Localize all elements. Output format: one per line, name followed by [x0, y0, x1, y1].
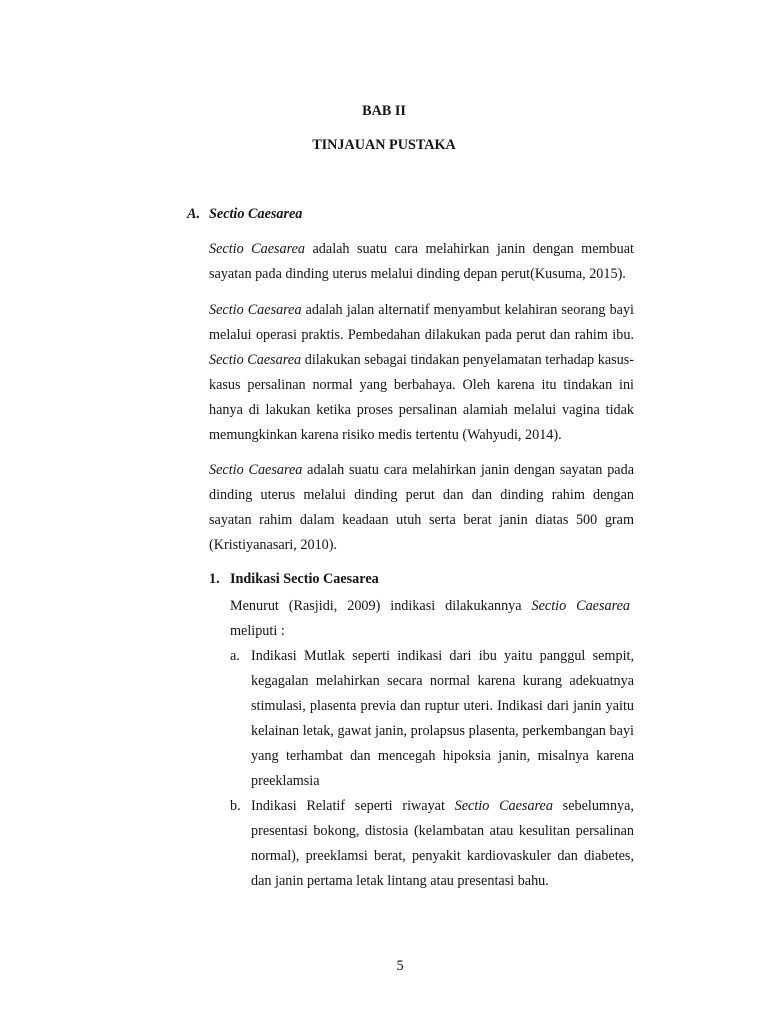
section-a-title: Sectio Caesarea [209, 206, 303, 222]
paragraph-3-line-2: dinding uterus melalui dinding perut dan dan dinding rahim dengan [209, 487, 634, 503]
paragraph-1-line-2: sayatan pada dinding uterus melalui dinding depan perut(Kusuma, 2015). [209, 266, 626, 282]
paragraph-2-line-6: memungkinkan karena risiko medis tertentu (Wahyudi, 2014). [209, 427, 562, 443]
paragraph-1-line-1: Sectio Caesarea adalah suatu cara melahirkan janin dengan membuat [209, 241, 634, 257]
list-item-b-line-3: normal), preeklamsi berat, penyakit kardiovaskuler dan diabetes, [251, 848, 634, 864]
chapter-title: TINJAUAN PUSTAKA [312, 137, 456, 153]
subsection-1-intro-line-1: Menurut (Rasjidi, 2009) indikasi dilakukannya Sectio Caesarea [230, 598, 630, 614]
list-item-b-line-4: dan janin pertama letak lintang atau presentasi bahu. [251, 873, 549, 889]
subsection-1-intro-line-2: meliputi : [230, 623, 285, 639]
list-item-a-marker: a. [230, 648, 240, 664]
chapter-number: BAB II [362, 103, 406, 119]
paragraph-3-line-4: (Kristiyanasari, 2010). [209, 537, 338, 553]
page-number: 5 [396, 958, 404, 974]
subsection-1-marker: 1. [209, 571, 220, 587]
list-item-a-line-1: Indikasi Mutlak seperti indikasi dari ibu yaitu panggul sempit, [251, 648, 634, 664]
paragraph-3-line-3: sayatan rahim dalam keadaan utuh serta berat janin diatas 500 gram [209, 512, 634, 528]
list-item-b-line-2: presentasi bokong, distosia (kelambatan atau kesulitan persalinan [251, 823, 634, 839]
list-item-b-line-1: Indikasi Relatif seperti riwayat Sectio Caesarea sebelumnya, [251, 798, 634, 814]
list-item-a-line-2: kegagalan melahirkan secara normal karena kurang adekuatnya [251, 673, 634, 689]
paragraph-2-line-1: Sectio Caesarea adalah jalan alternatif menyambut kelahiran seorang bayi [209, 302, 634, 318]
subsection-1-title: Indikasi Sectio Caesarea [230, 571, 379, 587]
paragraph-3-line-1: Sectio Caesarea adalah suatu cara melahirkan janin dengan sayatan pada [209, 462, 634, 478]
list-item-a-line-3: stimulasi, plasenta previa dan ruptur uteri. Indikasi dari janin yaitu [251, 698, 634, 714]
section-a-marker: A. [187, 206, 201, 222]
list-item-a-line-5: yang terhambat dan mencegah hipoksia janin, misalnya karena [251, 748, 634, 764]
paragraph-2-line-5: hanya di lakukan ketika proses persalinan alamiah melalui vagina tidak [209, 402, 634, 418]
list-item-a-line-6: preeklamsia [251, 773, 320, 789]
paragraph-2-line-2: melalui operasi praktis. Pembedahan dilakukan pada perut dan rahim ibu. [209, 327, 634, 343]
list-item-b-marker: b. [230, 798, 241, 814]
paragraph-2-line-4: kasus persalinan normal yang berbahaya. Oleh karena itu tindakan ini [209, 377, 634, 393]
paragraph-2-line-3: Sectio Caesarea dilakukan sebagai tindakan penyelamatan terhadap kasus- [209, 352, 634, 368]
list-item-a-line-4: kelainan letak, gawat janin, prolapsus plasenta, perkembangan bayi [251, 723, 634, 739]
